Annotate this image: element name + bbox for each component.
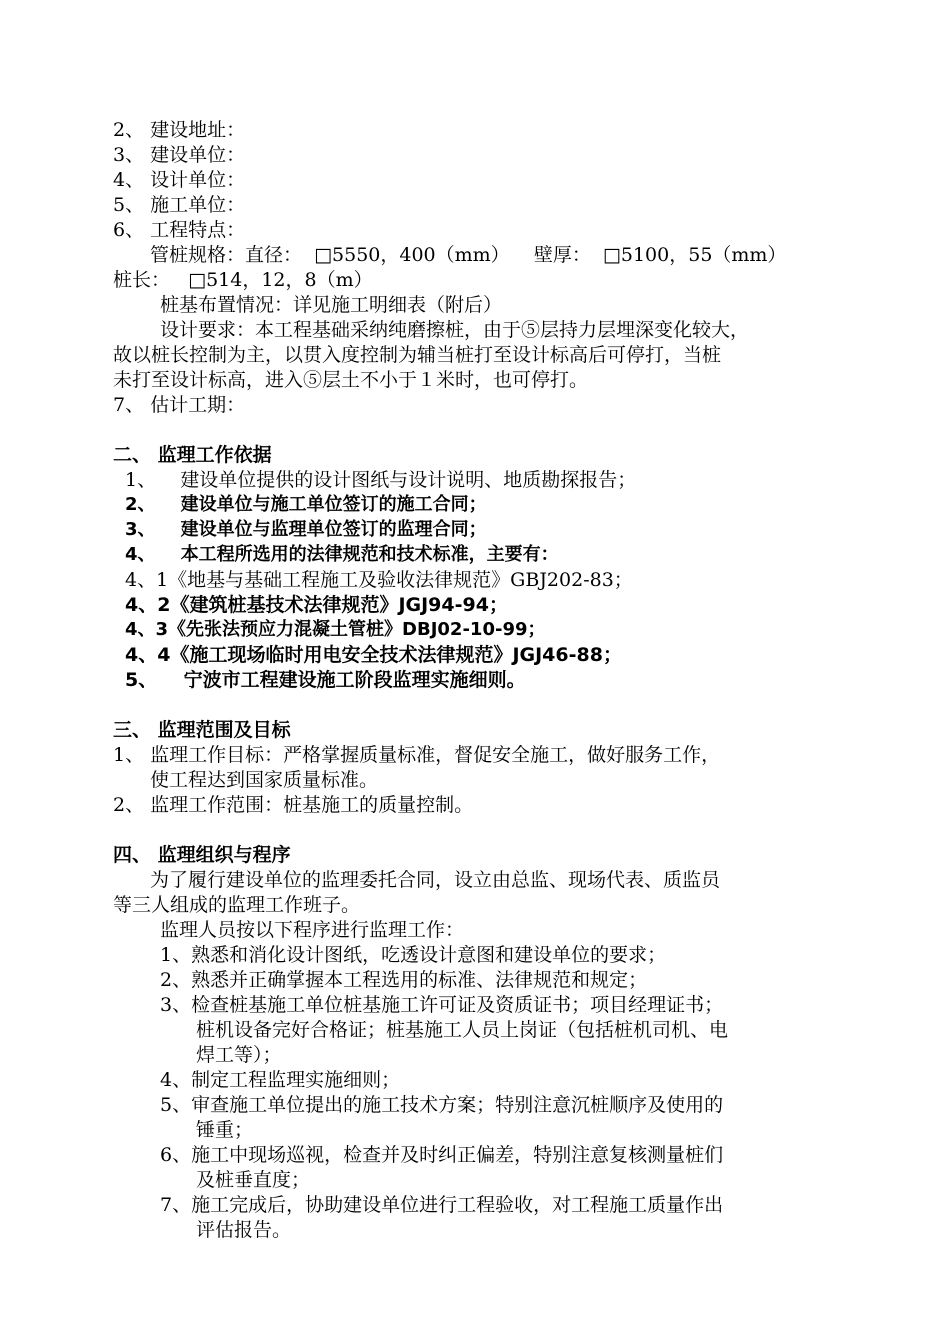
section-2-heading: 二、 监理工作依据 <box>113 444 272 466</box>
org-paragraph-line-2: 等三人组成的监理工作班子。 <box>113 894 361 916</box>
item-builder-unit: 5、 施工单位： <box>113 194 246 216</box>
basis-item-5: 5、 宁波市工程建设施工阶段监理实施细则。 <box>125 669 526 691</box>
procedure-step-2: 2、熟悉并正确掌握本工程选用的标准、法律规范和规定； <box>160 969 648 991</box>
procedure-step-7-line-2: 评估报告。 <box>196 1219 292 1241</box>
basis-item-3: 3、 建设单位与监理单位签订的监理合同； <box>125 519 487 540</box>
scope-item-1-line-1: 1、 监理工作目标：严格掌握质量标准，督促安全施工，做好服务工作， <box>113 744 721 766</box>
procedure-step-5-line-2: 锤重； <box>196 1119 254 1141</box>
pile-layout-line: 桩基布置情况：详见施工明细表（附后） <box>160 294 503 316</box>
basis-item-2: 2、 建设单位与施工单位签订的施工合同； <box>125 494 487 515</box>
item-project-features: 6、 工程特点： <box>113 219 246 241</box>
basis-item-1: 1、 建设单位提供的设计图纸与设计说明、地质勘探报告； <box>125 469 637 491</box>
item-construction-address: 2、 建设地址： <box>113 119 246 141</box>
procedure-step-3-line-1: 3、检查桩基施工单位桩基施工许可证及资质证书；项目经理证书； <box>160 994 724 1016</box>
basis-item-4: 4、 本工程所选用的法律规范和技术标准，主要有： <box>125 544 559 565</box>
procedure-step-5-line-1: 5、审查施工单位提出的施工技术方案；特别注意沉桩顺序及使用的 <box>160 1094 724 1116</box>
standard-4-3: 4、3《先张法预应力混凝土管桩》DBJ02-10-99； <box>125 619 546 640</box>
item-construction-unit: 3、 建设单位： <box>113 144 246 166</box>
procedure-step-1: 1、熟悉和消化设计图纸，吃透设计意图和建设单位的要求； <box>160 944 667 966</box>
section-4-heading: 四、 监理组织与程序 <box>113 844 291 866</box>
procedure-step-4: 4、制定工程监理实施细则； <box>160 1069 401 1091</box>
scope-item-2: 2、 监理工作范围：桩基施工的质量控制。 <box>113 794 474 816</box>
design-requirement-line-1: 设计要求：本工程基础采纳纯磨擦桩，由于⑤层持力层埋深变化较大， <box>160 319 750 341</box>
pile-length-line: 桩长： □514，12，8（m） <box>113 269 373 291</box>
procedure-step-7-line-1: 7、施工完成后，协助建设单位进行工程验收，对工程施工质量作出 <box>160 1194 724 1216</box>
item-design-unit: 4、 设计单位： <box>113 169 246 191</box>
design-requirement-line-3: 未打至设计标高，进入⑤层土不小于１米时，也可停打。 <box>113 369 589 391</box>
org-paragraph-line-1: 为了履行建设单位的监理委托合同，设立由总监、现场代表、质监员 <box>150 869 721 891</box>
procedure-step-3-line-2: 桩机设备完好合格证；桩基施工人员上岗证（包括桩机司机、电 <box>196 1019 729 1041</box>
procedure-step-6-line-2: 及桩垂直度； <box>196 1169 311 1191</box>
item-estimated-duration: 7、 估计工期： <box>113 394 246 416</box>
standard-4-1: 4、1《地基与基础工程施工及验收法律规范》GBJ202-83； <box>125 569 633 591</box>
scope-item-1-line-2: 使工程达到国家质量标准。 <box>150 769 379 791</box>
procedure-step-6-line-1: 6、施工中现场巡视，检查并及时纠正偏差，特别注意复核测量桩们 <box>160 1144 724 1166</box>
standard-4-2: 4、2《建筑桩基技术法律规范》JGJ94-94； <box>125 594 508 616</box>
procedure-intro: 监理人员按以下程序进行监理工作： <box>160 919 465 941</box>
procedure-step-3-line-3: 焊工等）； <box>196 1044 282 1066</box>
design-requirement-line-2: 故以桩长控制为主，以贯入度控制为辅当桩打至设计标高后可停打，当桩 <box>113 344 722 366</box>
standard-4-4: 4、4《施工现场临时用电安全技术法律规范》JGJ46-88； <box>125 644 622 666</box>
pile-spec-line: 管桩规格：直径： □5550，400（mm） 壁厚： □5100，55（mm） <box>150 244 787 266</box>
section-3-heading: 三、 监理范围及目标 <box>113 719 291 741</box>
